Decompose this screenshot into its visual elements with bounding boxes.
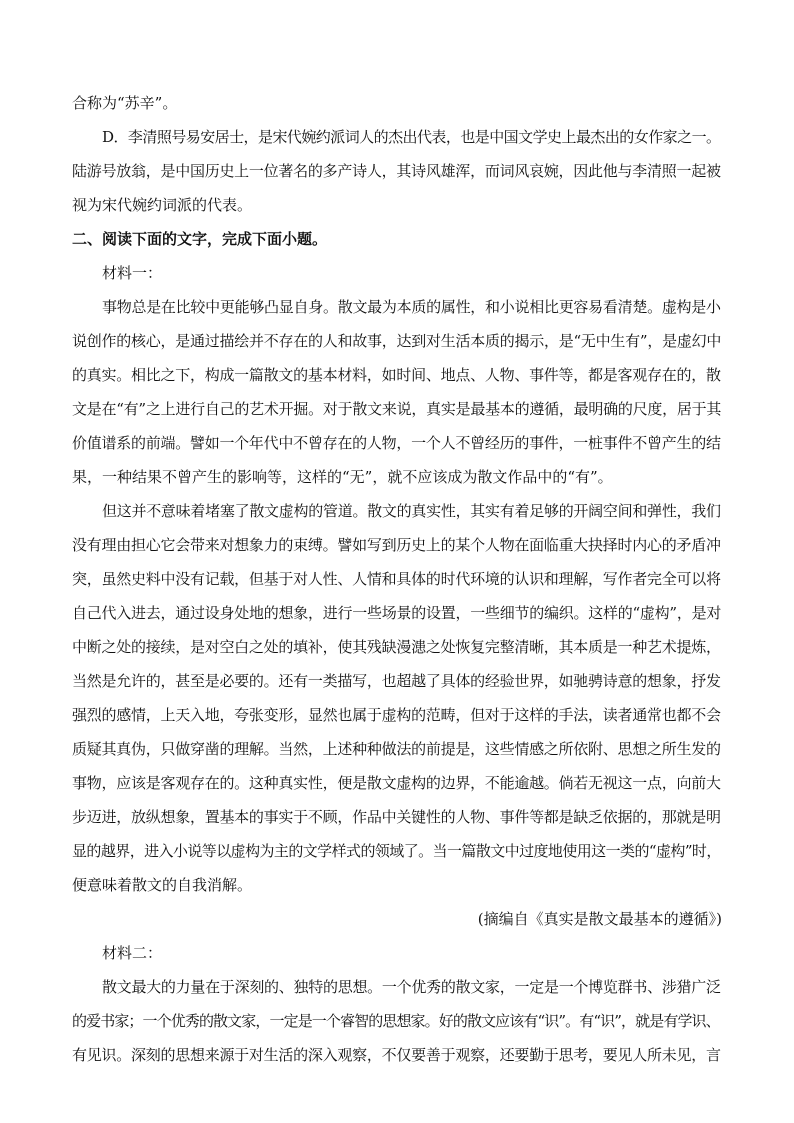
paragraph-line: 散文最大的力量在于深刻的、独特的思想。一个优秀的散文家，一定是一个博览群书、涉猎广泛: [102, 978, 721, 996]
paragraph-line: 自己代入进去，通过设身处地的想象，进行一些场景的设置，一些细节的编织。这样的“虚构”，是对: [72, 604, 722, 622]
material1-label: 材料一：: [102, 264, 163, 282]
paragraph-line: 事物总是在比较中更能够凸显自身。散文最为本质的属性，和小说相比更容易看清楚。虚构是小: [102, 298, 721, 316]
paragraph-line: 中断之处的接续，是对空白之处的填补，使其残缺漫漶之处恢复完整清晰，其本质是一种艺术提炼，: [72, 638, 721, 656]
paragraph-line: 没有理由担心它会带来对想象力的束缚。譬如写到历史上的某个人物在面临重大抉择时内心的矛盾冲: [72, 536, 721, 554]
option-d-line: 视为宋代婉约词派的代表。: [72, 196, 253, 214]
paragraph-line: 当然是允许的，甚至是必要的。还有一类描写，也超越了具体的经验世界，如驰骋诗意的想象，抒发: [72, 672, 721, 690]
paragraph-line: 的真实。相比之下，构成一篇散文的基本材料，如时间、地点、人物、事件等，都是客观存在的，散: [72, 366, 721, 384]
source-attribution: (摘编自《真实是散文最基本的遵循》): [477, 910, 722, 928]
paragraph-line: 文是在“有”之上进行自己的艺术开掘。对于散文来说，真实是最基本的遵循，最明确的尺度，居于其: [72, 400, 722, 418]
paragraph-line: 步迈进，放纵想象，置基本的事实于不顾，作品中关键性的人物、事件等都是缺乏依据的，那就是明: [72, 808, 721, 826]
section-heading: 二、阅读下面的文字，完成下面小题。: [72, 230, 328, 248]
paragraph-line: 价值谱系的前端。譬如一个年代中不曾存在的人物，一个人不曾经历的事件，一桩事件不曾产生的结: [72, 434, 721, 452]
paragraph-line: 强烈的感情，上天入地，夸张变形，显然也属于虚构的范畴，但对于这样的手法，读者通常也都不会: [72, 706, 721, 724]
paragraph-line: 但这并不意味着堵塞了散文虚构的管道。散文的真实性，其实有着足够的开阔空间和弹性，我们: [102, 502, 721, 520]
option-c-tail: 合称为“苏辛”。: [72, 94, 178, 112]
paragraph-line: 有见识。深刻的思想来源于对生活的深入观察，不仅要善于观察，还要勤于思考，要见人所未见，言: [72, 1046, 721, 1064]
paragraph-line: 显的越界，进入小说等以虚构为主的文学样式的领域了。当一篇散文中过度地使用这一类的“虚构”时，: [72, 842, 721, 860]
paragraph-line: 的爱书家；一个优秀的散文家，一定是一个睿智的思想家。好的散文应该有“识”。有“识”，就是有学识、: [72, 1012, 720, 1030]
paragraph-line: 说创作的核心，是通过描绘并不存在的人和故事，达到对生活本质的揭示，是“无中生有”，是虚幻中: [72, 332, 722, 350]
paragraph-line: 便意味着散文的自我消解。: [72, 876, 253, 894]
paragraph-line: 质疑其真伪，只做穿凿的理解。当然，上述种种做法的前提是，这些情感之所依附、思想之所生发的: [72, 740, 721, 758]
option-d-line: 陆游号放翁，是中国历史上一位著名的多产诗人，其诗风雄浑，而词风哀婉，因此他与李清照一起被: [72, 162, 721, 180]
paragraph-line: 果，一种结果不曾产生的影响等，这样的“无”，就不应该成为散文作品中的“有”。: [72, 468, 613, 486]
option-d-line: D．李清照号易安居士，是宋代婉约派词人的杰出代表，也是中国文学史上最杰出的女作家之一。: [102, 128, 721, 146]
material2-label: 材料二：: [102, 944, 163, 962]
paragraph-line: 事物，应该是客观存在的。这种真实性，便是散文虚构的边界，不能逾越。倘若无视这一点，向前大: [72, 774, 721, 792]
paragraph-line: 突，虽然史料中没有记载，但基于对人性、人情和具体的时代环境的认识和理解，写作者完全可以将: [72, 570, 721, 588]
